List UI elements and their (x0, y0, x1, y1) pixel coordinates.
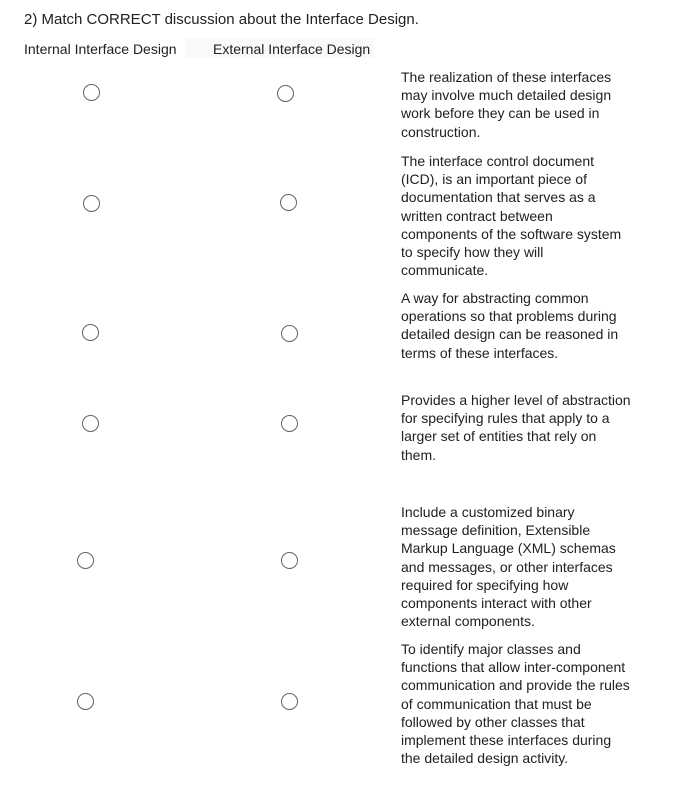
row-4-description: Provides a higher level of abstraction for specifying rules that apply to a larger set of entities that rely on them. (401, 392, 631, 463)
row-2-internal-radio[interactable] (83, 195, 100, 212)
column-header-internal: Internal Interface Design (24, 41, 177, 57)
row-4-internal-radio[interactable] (82, 415, 99, 432)
row-6-external-radio[interactable] (281, 693, 298, 710)
row-3-external-radio[interactable] (281, 325, 298, 342)
question-title: 2) Match CORRECT discussion about the Interface Design. (24, 11, 419, 28)
row-5-external-radio[interactable] (281, 552, 298, 569)
row-5-description: Include a customized binary message definition, Extensible Markup Language (XML) schemas and messages, or other interfaces required for specifying how components interact with other external components. (401, 504, 616, 630)
row-6-internal-radio[interactable] (77, 693, 94, 710)
row-1-description: The realization of these interfaces may involve much detailed design work before they can be used in construction. (401, 69, 612, 140)
row-2-description: The interface control document (ICD), is an important piece of documentation that serves as a written contract between components of the software system to specify how they will communicate. (401, 153, 622, 279)
row-1-internal-radio[interactable] (83, 84, 100, 101)
row-2-external-radio[interactable] (280, 194, 297, 211)
row-1-external-radio[interactable] (277, 85, 294, 102)
row-5-internal-radio[interactable] (77, 552, 94, 569)
row-6-description: To identify major classes and functions that allow inter-component communication and provide the rules of communication that must be followed by other classes that implement these interfaces during the detailed design activity. (401, 641, 630, 767)
column-header-external: External Interface Design (213, 41, 371, 57)
row-3-description: A way for abstracting common operations so that problems during detailed design can be reasoned in terms of these interfaces. (401, 290, 619, 361)
row-4-external-radio[interactable] (281, 415, 298, 432)
row-3-internal-radio[interactable] (82, 324, 99, 341)
